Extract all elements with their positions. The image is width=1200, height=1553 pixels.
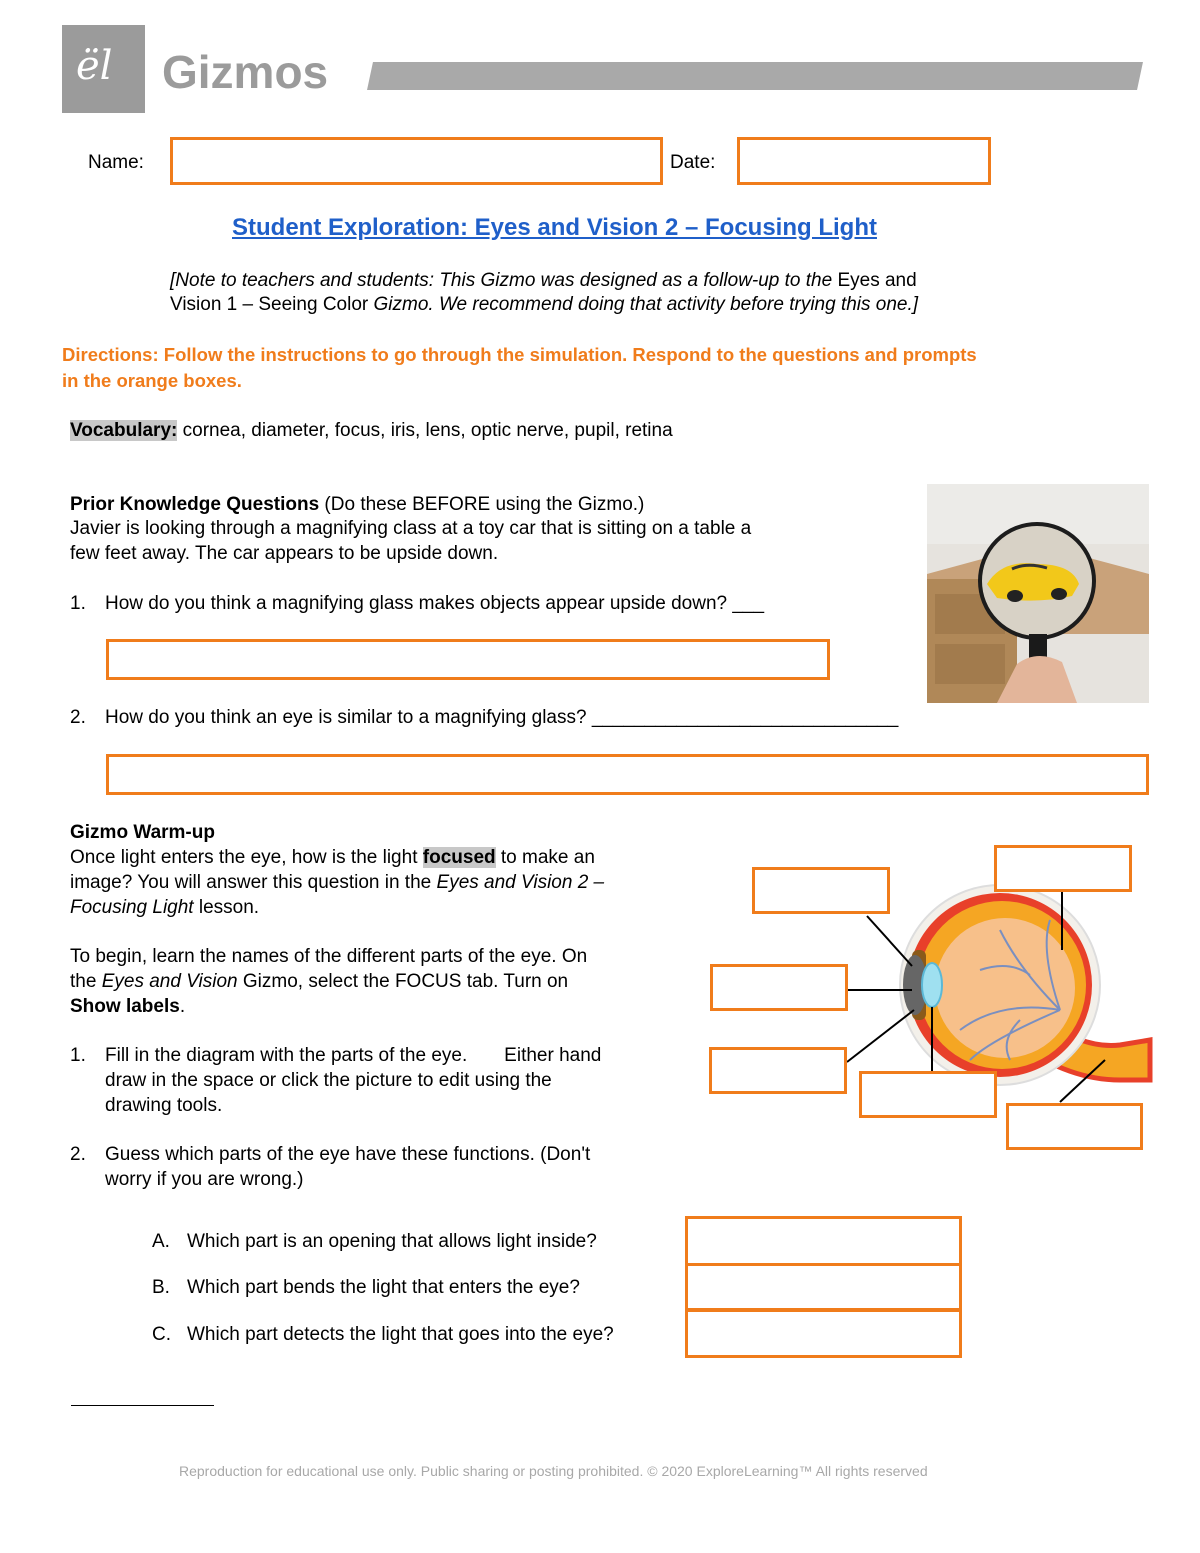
footnote-rule [71, 1405, 214, 1406]
name-label: Name: [88, 152, 144, 173]
date-label: Date: [670, 152, 716, 173]
diagram-label-box-2[interactable] [994, 845, 1132, 892]
name-field[interactable] [170, 137, 663, 185]
warmup-p1-l2-b: Eyes and Vision 2 – [436, 872, 605, 893]
page-title[interactable]: Student Exploration: Eyes and Vision 2 – Focusing Light [232, 214, 877, 241]
header-bar [367, 62, 1143, 90]
warmup-q1-line-1: Fill in the diagram with the parts of the eye. Either hand [105, 1045, 602, 1066]
show-labels-term: Show labels [70, 996, 180, 1017]
warmup-p2-line-3 [70, 994, 185, 1019]
warmup-q1-line-3: drawing tools. [105, 1095, 223, 1116]
vocabulary [70, 418, 673, 443]
warmup-p2-line-1: To begin, learn the names of the different parts of the eye. On [70, 946, 588, 967]
sub-question-b: Which part bends the light that enters the eye? [187, 1277, 580, 1298]
directions-line-2: in the orange boxes. [62, 370, 242, 391]
warmup-p2-l2-c: Gizmo, select the FOCUS tab. Turn on [237, 971, 569, 992]
warmup-p2-line-2 [70, 969, 568, 994]
prior-intro-line-2: few feet away. The car appears to be upside down. [70, 543, 499, 564]
vocabulary-label: Vocabulary: [70, 420, 178, 441]
prior-heading [70, 492, 644, 517]
prior-q1-number: 1. [70, 593, 86, 614]
diagram-label-box-1[interactable] [752, 867, 890, 914]
note-l2-b: Gizmo. We recommend doing that activity before trying this one.] [373, 294, 919, 315]
diagram-label-box-4[interactable] [709, 1047, 847, 1094]
warmup-heading: Gizmo Warm-up [70, 822, 215, 843]
warmup-p1-line-3 [70, 895, 259, 920]
warmup-p1-l1-a: Once light enters the eye, how is the light [70, 847, 423, 868]
prior-intro-line-1: Javier is looking through a magnifying class at a toy car that is sitting on a table a [70, 518, 752, 539]
warmup-p1-line-2 [70, 870, 604, 895]
prior-q1-answer[interactable] [106, 639, 830, 680]
prior-q2-text: How do you think an eye is similar to a magnifying glass? _____________________________ [105, 707, 899, 728]
vocabulary-words: cornea, diameter, focus, iris, lens, optic nerve, pupil, retina [177, 420, 673, 441]
sub-answer-b[interactable] [685, 1263, 962, 1311]
logo-block [62, 25, 145, 113]
warmup-p2-l2-a: the [70, 971, 102, 992]
prior-q2-answer[interactable] [106, 754, 1149, 795]
note-line-2 [170, 292, 918, 317]
lens [922, 963, 942, 1007]
note-l1-a: [Note to teachers and students: This Gizmo was designed as a follow-up to the [170, 270, 838, 291]
warmup-p1-l3-a: Focusing Light [70, 897, 194, 918]
diagram-label-box-5[interactable] [859, 1071, 997, 1118]
warmup-q1-line-2: draw in the space or click the picture to edit using the [105, 1070, 552, 1091]
prior-heading-note: (Do these BEFORE using the Gizmo.) [319, 494, 645, 515]
warmup-q1-number: 1. [70, 1045, 86, 1066]
warmup-focused-term: focused [422, 847, 496, 868]
sub-question-a-letter: A. [152, 1231, 170, 1252]
prior-heading-title: Prior Knowledge Questions [70, 494, 320, 515]
note-line-1 [170, 268, 917, 293]
directions-line-1: Directions: Follow the instructions to go through the simulation. Respond to the questions and prompts [62, 344, 977, 365]
warmup-p1-l2-a: image? You will answer this question in the [70, 872, 437, 893]
warmup-p1-l1-c: to make an [495, 847, 595, 868]
warmup-q2-line-1: Guess which parts of the eye have these functions. (Don't [105, 1144, 591, 1165]
prior-q2-number: 2. [70, 707, 86, 728]
note-l1-b: Eyes and [837, 270, 917, 291]
note-l2-a: Vision 1 – Seeing Color [170, 294, 374, 315]
warmup-p1-line-1 [70, 845, 595, 870]
brand-title: Gizmos [162, 46, 329, 98]
sub-question-c-letter: C. [152, 1324, 171, 1345]
footer-notice: Reproduction for educational use only. Public sharing or posting prohibited. © 2020 ExploreLearning™ All rights reserved [179, 1463, 928, 1479]
sub-question-a: Which part is an opening that allows light inside? [187, 1231, 597, 1252]
warmup-p2-l2-b: Eyes and Vision [101, 971, 238, 992]
sub-question-b-letter: B. [152, 1277, 170, 1298]
prior-q1-text: How do you think a magnifying glass makes objects appear upside down? ___ [105, 593, 765, 614]
diagram-label-box-6[interactable] [1006, 1103, 1143, 1150]
warmup-q2-number: 2. [70, 1144, 86, 1165]
warmup-p2-l3-b: . [179, 996, 186, 1017]
warmup-q2-line-2: worry if you are wrong.) [105, 1169, 304, 1190]
logo-glyph: ël [76, 43, 113, 89]
warmup-p1-l3-b: lesson. [193, 897, 260, 918]
magnifying-glass-photo [927, 484, 1149, 703]
sub-answer-a[interactable] [685, 1216, 962, 1266]
diagram-label-box-3[interactable] [710, 964, 848, 1011]
date-field[interactable] [737, 137, 991, 185]
sub-question-c: Which part detects the light that goes into the eye? [187, 1324, 614, 1345]
sub-answer-c[interactable] [685, 1309, 962, 1358]
